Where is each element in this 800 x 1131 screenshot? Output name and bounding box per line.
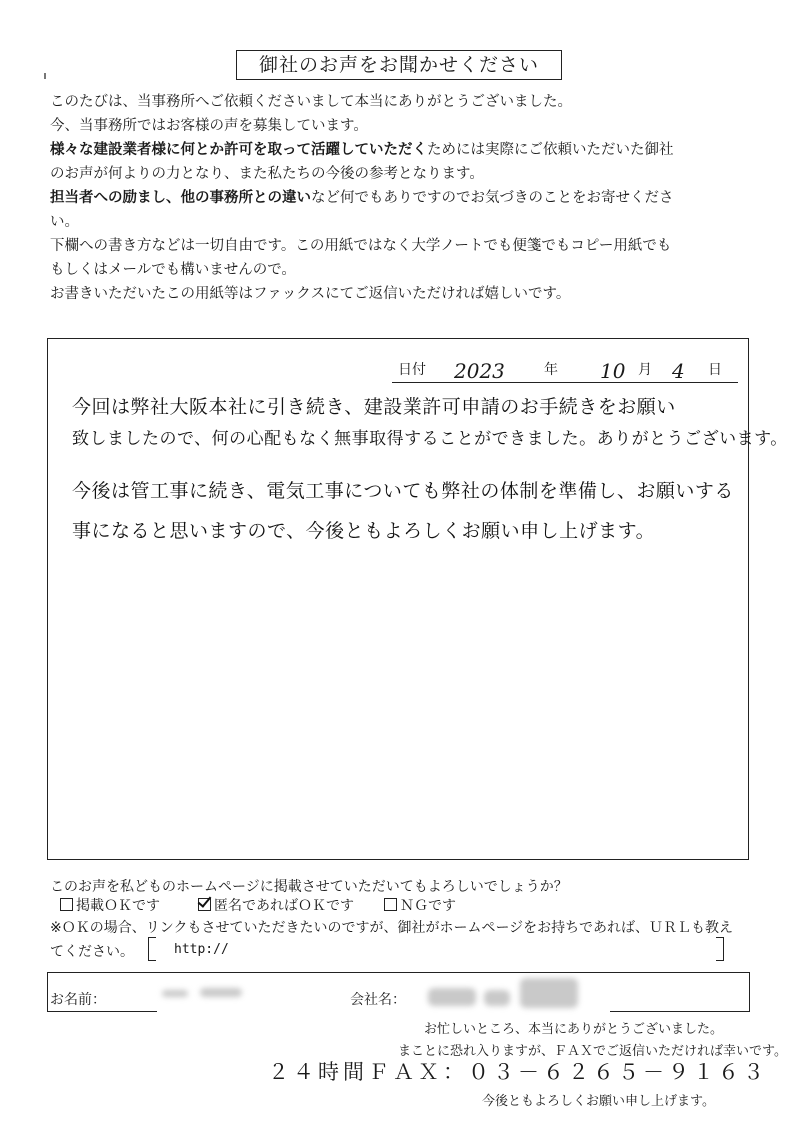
name-label: お名前： xyxy=(50,992,106,1008)
company-field-right-border xyxy=(749,972,750,1012)
option-publish-ok[interactable] xyxy=(60,895,160,915)
handwritten-line: 事になると思いますので、今後ともよろしくお願い申し上げます。 xyxy=(72,520,656,542)
company-label: 会社名： xyxy=(350,992,406,1008)
intro-line: 今、当事務所ではお客様の声を募集しています。 xyxy=(50,118,368,134)
intro-line: お書きいただいたこの用紙等はファックスにてご返信いただければ嬉しいです。 xyxy=(50,286,571,302)
fax-number: ２４時間ＦＡＸ：０３－６２６５－９１６３ xyxy=(268,1060,768,1084)
page-title: 御社のお声をお聞かせください xyxy=(236,50,562,80)
option-ng[interactable] xyxy=(384,895,456,915)
option-anonymous-ok[interactable] xyxy=(198,895,354,915)
redacted-company xyxy=(484,990,510,1006)
intro-text-span: など何でもありですのでお気づきのことをお寄せくださ xyxy=(311,190,674,206)
margin-mark xyxy=(44,73,46,79)
url-bracket-right xyxy=(716,937,724,961)
checkbox[interactable] xyxy=(60,898,73,911)
handwritten-line: 今後は管工事に続き、電気工事についても弊社の体制を準備し、お願いする xyxy=(72,480,734,502)
checkbox[interactable] xyxy=(384,898,397,911)
option-label: 掲載ＯＫです xyxy=(76,898,160,914)
redacted-company xyxy=(428,988,476,1006)
url-field[interactable]: http:// xyxy=(174,942,229,957)
footer-closing: 今後ともよろしくお願い申し上げます。 xyxy=(482,1094,715,1109)
intro-line: い。 xyxy=(50,214,79,230)
intro-emphasis: 様々な建設業者様に何とか許可を取って活躍していただく xyxy=(50,142,427,158)
company-field-bottom-border xyxy=(610,1011,750,1012)
redacted-name xyxy=(200,988,242,997)
company-field-top-border xyxy=(296,972,750,973)
date-label: 日付 xyxy=(398,362,426,378)
date-year-unit: 年 xyxy=(544,362,558,378)
url-note: てください。 xyxy=(50,944,134,960)
date-month-unit: 月 xyxy=(638,362,652,378)
date-row xyxy=(392,358,738,383)
option-label: 匿名であればＯＫです xyxy=(214,898,354,914)
redacted-company xyxy=(520,978,578,1008)
intro-line: もしくはメールでも構いませんので。 xyxy=(50,262,296,278)
intro-line xyxy=(50,186,674,210)
handwritten-line: 致しましたので、何の心配もなく無事取得することができました。ありがとうございます。 xyxy=(72,429,788,449)
footer-thanks: お忙しいところ、本当にありがとうございました。 xyxy=(424,1022,724,1037)
intro-text-span: ためには実際にご依頼いただいた御社 xyxy=(427,142,674,158)
date-month: 10 xyxy=(600,359,626,383)
name-field-left-border xyxy=(47,972,48,1012)
intro-line: このたびは、当事務所へご依頼くださいまして本当にありがとうございました。 xyxy=(50,94,572,110)
intro-line: 下欄への書き方などは一切自由です。この用紙ではなく大学ノートでも便箋でもコピー用紙でも xyxy=(50,238,672,254)
date-day: 4 xyxy=(672,359,685,383)
url-bracket-left xyxy=(148,937,156,961)
footer-request: まことに恐れ入りますが、ＦＡＸでご返信いただければ幸いです。 xyxy=(398,1044,787,1059)
name-field-bottom-border xyxy=(47,1011,157,1012)
redacted-name xyxy=(162,990,188,997)
intro-line: のお声が何よりの力となり、また私たちの今後の参考となります。 xyxy=(50,166,484,182)
handwritten-line: 今回は弊社大阪本社に引き続き、建設業許可申請のお手続きをお願い xyxy=(72,396,676,418)
checkbox-checked[interactable] xyxy=(198,898,211,911)
consent-question: このお声を私どものホームページに掲載させていただいてもよろしいでしょうか？ xyxy=(50,879,568,895)
option-label: ＮＧです xyxy=(400,898,456,914)
intro-line xyxy=(50,138,674,162)
name-field-top-border xyxy=(47,972,297,973)
url-note: ※ＯＫの場合、リンクもさせていただきたいのですが、御社がホームページをお持ちであれば、ＵＲＬも教え xyxy=(50,920,734,936)
intro-emphasis: 担当者への励まし、他の事務所との違い xyxy=(50,190,311,206)
date-year: 2023 xyxy=(454,359,505,383)
date-day-unit: 日 xyxy=(708,362,722,378)
